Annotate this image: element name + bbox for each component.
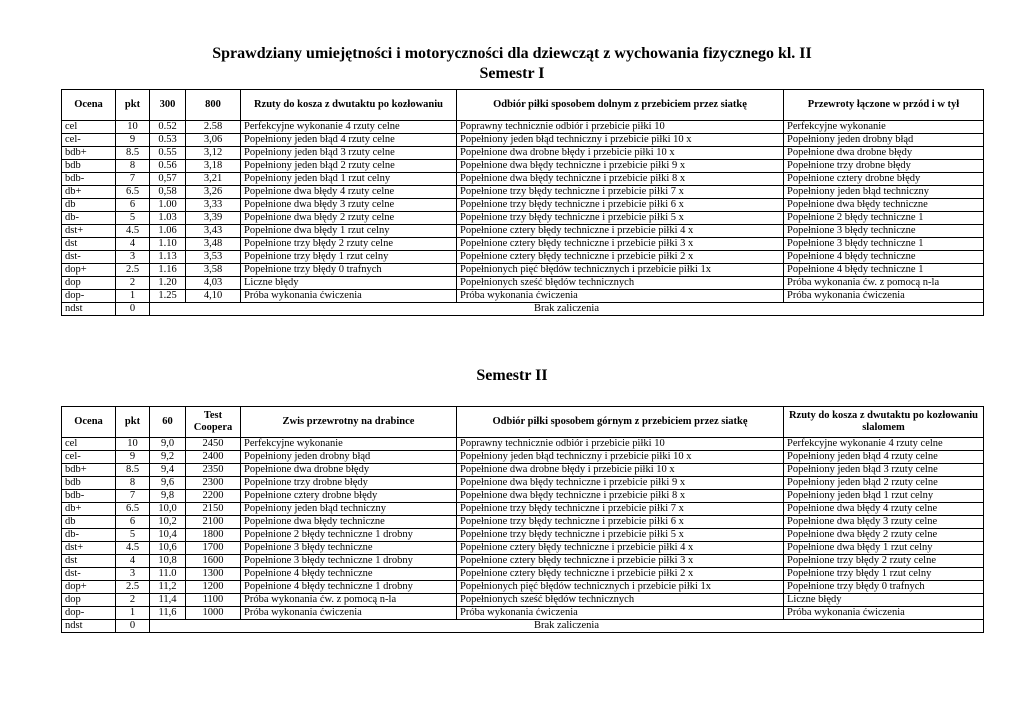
table-cell: Popełniony jeden błąd 4 rzuty celne: [241, 134, 457, 147]
table-cell: Popełniony jeden błąd 2 rzuty celne: [241, 160, 457, 173]
table-cell: Popełniony jeden błąd 1 rzut celny: [784, 490, 984, 503]
column-header: Test Coopera: [186, 407, 241, 438]
table-cell: 3,58: [186, 264, 241, 277]
table-cell: dop-: [62, 607, 116, 620]
table-cell: dop+: [62, 581, 116, 594]
column-header: Rzuty do kosza z dwutaktu po kozłowaniu: [241, 90, 457, 121]
table-cell: 6: [116, 199, 150, 212]
table-cell: 4.5: [116, 225, 150, 238]
table-cell: Próba wykonania ćwiczenia: [784, 607, 984, 620]
table-cell: Popełnione trzy błędy techniczne i przebicie piłki 5 x: [457, 212, 784, 225]
table-row: [62, 607, 984, 620]
table-cell: dst: [62, 238, 116, 251]
table-cell: 8: [116, 477, 150, 490]
table-cell: 1100: [186, 594, 241, 607]
table-cell: 1.03: [150, 212, 186, 225]
table-cell: bdb-: [62, 173, 116, 186]
semester-1-table: [61, 89, 984, 316]
column-header: 60: [150, 407, 186, 438]
table-cell: 6.5: [116, 186, 150, 199]
column-header: Przewroty łączone w przód i w tył: [784, 90, 984, 121]
table-cell: Popełnione 4 błędy techniczne: [784, 251, 984, 264]
table-row: [62, 277, 984, 290]
table-cell: dst-: [62, 568, 116, 581]
table-cell: 1800: [186, 529, 241, 542]
table-cell: Perfekcyjne wykonanie: [784, 121, 984, 134]
table-header-row: [62, 407, 984, 438]
table-cell: 1.20: [150, 277, 186, 290]
table-cell: 5: [116, 529, 150, 542]
table-cell: Popełnione 3 błędy techniczne 1: [784, 238, 984, 251]
table-row: [62, 173, 984, 186]
table-cell: Popełnione trzy błędy 0 trafnych: [241, 264, 457, 277]
table-cell: Popełniony jeden drobny błąd: [241, 451, 457, 464]
table-cell: 2.5: [116, 581, 150, 594]
table-cell: Popełnionych sześć błędów technicznych: [457, 277, 784, 290]
table-cell: 4,03: [186, 277, 241, 290]
table-row: [62, 225, 984, 238]
table-row: [62, 464, 984, 477]
table-row-fail: [62, 620, 984, 633]
table-cell: 9: [116, 134, 150, 147]
table-cell: 2450: [186, 438, 241, 451]
table-row: [62, 134, 984, 147]
table-cell: bdb+: [62, 147, 116, 160]
table-cell: 1.25: [150, 290, 186, 303]
table-row: [62, 516, 984, 529]
column-header: Odbiór piłki sposobem górnym z przebiciem przez siatkę: [457, 407, 784, 438]
table-cell: Popełnione dwa błędy 4 rzuty celne: [784, 503, 984, 516]
table-cell: Popełniony jeden błąd 2 rzuty celne: [784, 477, 984, 490]
table-cell: dst: [62, 555, 116, 568]
table-row: [62, 160, 984, 173]
table-cell: 0: [116, 303, 150, 316]
table-cell: 0.53: [150, 134, 186, 147]
table-cell: 1000: [186, 607, 241, 620]
table-cell: Popełnione trzy drobne błędy: [784, 160, 984, 173]
table-cell: Popełnione trzy błędy 1 rzut celny: [784, 568, 984, 581]
table-cell: 9,2: [150, 451, 186, 464]
table-cell: Popełniony jeden błąd techniczny i przebicie piłki 10 x: [457, 451, 784, 464]
table-cell: Popełniony jeden błąd techniczny: [784, 186, 984, 199]
table-row: [62, 503, 984, 516]
table-row: [62, 121, 984, 134]
table-cell: 8: [116, 160, 150, 173]
table-cell: Poprawny technicznie odbiór i przebicie piłki 10: [457, 121, 784, 134]
table-cell: 2: [116, 594, 150, 607]
column-header: Odbiór piłki sposobem dolnym z przebiciem przez siatkę: [457, 90, 784, 121]
table-cell: 7: [116, 173, 150, 186]
table-header-row: [62, 90, 984, 121]
table-cell: 3,53: [186, 251, 241, 264]
table-cell: Perfekcyjne wykonanie: [241, 438, 457, 451]
table-row: [62, 264, 984, 277]
table-cell: 10,4: [150, 529, 186, 542]
table-cell: Popełniony jeden błąd techniczny i przebicie piłki 10 x: [457, 134, 784, 147]
table-cell: bdb-: [62, 490, 116, 503]
table-cell: 3,39: [186, 212, 241, 225]
table-cell: Popełnione 2 błędy techniczne 1 drobny: [241, 529, 457, 542]
table-cell: Popełnione dwa błędy techniczne i przebicie piłki 8 x: [457, 490, 784, 503]
table-cell: Popełnione cztery drobne błędy: [784, 173, 984, 186]
table-cell: Popełnione dwa błędy 1 rzut celny: [784, 542, 984, 555]
table-cell: Próba wykonania ćwiczenia: [457, 290, 784, 303]
table-row: [62, 477, 984, 490]
table-cell: 9,0: [150, 438, 186, 451]
table-cell: Popełnione cztery błędy techniczne i przebicie piłki 2 x: [457, 251, 784, 264]
table-cell: Popełnione dwa błędy techniczne: [784, 199, 984, 212]
table-cell: 0: [116, 620, 150, 633]
table-row: [62, 147, 984, 160]
table-cell: 0,57: [150, 173, 186, 186]
table-cell: 3,06: [186, 134, 241, 147]
table-cell: Popełnionych pięć błędów technicznych i przebicie piłki 1x: [457, 581, 784, 594]
semester-2-table: [61, 406, 984, 633]
table-cell: 10,0: [150, 503, 186, 516]
table-row: [62, 186, 984, 199]
table-row: [62, 290, 984, 303]
table-cell: 4: [116, 238, 150, 251]
table-row: [62, 594, 984, 607]
table-cell: 9,8: [150, 490, 186, 503]
table-body: [62, 438, 984, 633]
table-cell: 11,2: [150, 581, 186, 594]
table-cell: dop: [62, 277, 116, 290]
table-cell: Popełnione trzy błędy techniczne i przebicie piłki 6 x: [457, 199, 784, 212]
table-cell: Popełnione dwa błędy techniczne: [241, 516, 457, 529]
column-header: pkt: [116, 90, 150, 121]
table-cell: Popełnione trzy błędy techniczne i przebicie piłki 5 x: [457, 529, 784, 542]
table-cell: 9: [116, 451, 150, 464]
table-cell: Popełniony jeden drobny błąd: [784, 134, 984, 147]
column-header: Zwis przewrotny na drabince: [241, 407, 457, 438]
table-cell: cel-: [62, 134, 116, 147]
table-cell: 3,21: [186, 173, 241, 186]
table-cell: Popełnione 4 błędy techniczne: [241, 568, 457, 581]
table-cell: 2400: [186, 451, 241, 464]
table-row: [62, 251, 984, 264]
table-cell: Popełnione cztery błędy techniczne i przebicie piłki 3 x: [457, 238, 784, 251]
fail-text: Brak zaliczenia: [150, 620, 984, 633]
table-cell: 11,6: [150, 607, 186, 620]
column-header: Rzuty do kosza z dwutaktu po kozłowaniu slalomem: [784, 407, 984, 438]
table-cell: Popełnione dwa drobne błędy: [241, 464, 457, 477]
table-cell: 7: [116, 490, 150, 503]
table-cell: 4.5: [116, 542, 150, 555]
table-cell: 2100: [186, 516, 241, 529]
table-cell: Poprawny technicznie odbiór i przebicie piłki 10: [457, 438, 784, 451]
table-cell: Popełnione dwa błędy 3 rzuty celne: [784, 516, 984, 529]
table-cell: dst+: [62, 542, 116, 555]
table-row: [62, 438, 984, 451]
table-cell: 1: [116, 607, 150, 620]
column-header: Ocena: [62, 90, 116, 121]
table-cell: ndst: [62, 303, 116, 316]
table-cell: 3: [116, 568, 150, 581]
table-cell: Popełniony jeden błąd 3 rzuty celne: [784, 464, 984, 477]
table-cell: Popełnione dwa drobne błędy i przebicie piłki 10 x: [457, 147, 784, 160]
semester-2-title: Semestr II: [476, 367, 548, 384]
table-cell: Perfekcyjne wykonanie 4 rzuty celne: [784, 438, 984, 451]
table-cell: Popełnione trzy błędy 2 rzuty celne: [784, 555, 984, 568]
table-cell: ndst: [62, 620, 116, 633]
table-cell: Popełnione dwa błędy 3 rzuty celne: [241, 199, 457, 212]
table-row: [62, 581, 984, 594]
table-cell: dst-: [62, 251, 116, 264]
table-cell: Popełniony jeden błąd techniczny: [241, 503, 457, 516]
table-cell: dop+: [62, 264, 116, 277]
table-cell: 11.0: [150, 568, 186, 581]
table-cell: 2350: [186, 464, 241, 477]
table-cell: Popełnione trzy błędy 2 rzuty celne: [241, 238, 457, 251]
table-cell: Popełnione trzy błędy 0 trafnych: [784, 581, 984, 594]
table-cell: 1200: [186, 581, 241, 594]
table-cell: Popełniony jeden błąd 1 rzut celny: [241, 173, 457, 186]
table-row: [62, 568, 984, 581]
table-cell: Popełniony jeden błąd 4 rzuty celne: [784, 451, 984, 464]
table-cell: bdb: [62, 160, 116, 173]
table-cell: 10,2: [150, 516, 186, 529]
table-cell: 2300: [186, 477, 241, 490]
table-cell: 1: [116, 290, 150, 303]
table-cell: 3: [116, 251, 150, 264]
table-cell: 10: [116, 438, 150, 451]
table-cell: Popełnione 3 błędy techniczne: [784, 225, 984, 238]
table-cell: Popełnione trzy błędy techniczne i przebicie piłki 6 x: [457, 516, 784, 529]
table-cell: dop-: [62, 290, 116, 303]
table-cell: 2200: [186, 490, 241, 503]
table-cell: 8.5: [116, 464, 150, 477]
table-row: [62, 542, 984, 555]
table-cell: Popełnione dwa błędy techniczne i przebicie piłki 9 x: [457, 160, 784, 173]
table-cell: cel-: [62, 451, 116, 464]
table-row: [62, 199, 984, 212]
table-cell: 1.16: [150, 264, 186, 277]
table-cell: 1300: [186, 568, 241, 581]
table-cell: Popełnione trzy błędy techniczne i przebicie piłki 7 x: [457, 503, 784, 516]
table-cell: 2.5: [116, 264, 150, 277]
table-cell: 9,6: [150, 477, 186, 490]
fail-text: Brak zaliczenia: [150, 303, 984, 316]
table-cell: Popełnione cztery błędy techniczne i przebicie piłki 4 x: [457, 542, 784, 555]
table-cell: Popełnione 3 błędy techniczne: [241, 542, 457, 555]
table-cell: Popełnione cztery błędy techniczne i przebicie piłki 3 x: [457, 555, 784, 568]
table-cell: Popełnionych pięć błędów technicznych i przebicie piłki 1x: [457, 264, 784, 277]
table-cell: Popełnione dwa błędy 1 rzut celny: [241, 225, 457, 238]
table-row: [62, 238, 984, 251]
table-cell: db+: [62, 186, 116, 199]
table-cell: 1.00: [150, 199, 186, 212]
table-cell: Próba wykonania ćwiczenia: [241, 290, 457, 303]
table-cell: Popełnione dwa błędy 2 rzuty celne: [784, 529, 984, 542]
table-cell: Popełnione 3 błędy techniczne 1 drobny: [241, 555, 457, 568]
table-cell: Popełnione dwa błędy 4 rzuty celne: [241, 186, 457, 199]
table-body: [62, 121, 984, 316]
table-cell: 4: [116, 555, 150, 568]
table-cell: 4,10: [186, 290, 241, 303]
table-cell: Popełnione dwa błędy 2 rzuty celne: [241, 212, 457, 225]
table-cell: 5: [116, 212, 150, 225]
table-cell: 9,4: [150, 464, 186, 477]
table-cell: Popełniony jeden błąd 3 rzuty celne: [241, 147, 457, 160]
table-cell: bdb: [62, 477, 116, 490]
table-row: [62, 490, 984, 503]
table-cell: Popełnione 4 błędy techniczne 1 drobny: [241, 581, 457, 594]
table-cell: Popełnione 2 błędy techniczne 1: [784, 212, 984, 225]
column-header: pkt: [116, 407, 150, 438]
table-cell: Popełnione dwa błędy techniczne i przebicie piłki 9 x: [457, 477, 784, 490]
table-cell: cel: [62, 121, 116, 134]
table-cell: 6.5: [116, 503, 150, 516]
column-header: 300: [150, 90, 186, 121]
table-cell: db: [62, 199, 116, 212]
table-row: [62, 451, 984, 464]
semester-1-title: Semestr I: [479, 65, 545, 82]
table-row-fail: [62, 303, 984, 316]
table-cell: dop: [62, 594, 116, 607]
table-cell: 1.06: [150, 225, 186, 238]
table-cell: 11,4: [150, 594, 186, 607]
table-row: [62, 555, 984, 568]
table-cell: Popełnione 4 błędy techniczne 1: [784, 264, 984, 277]
table-cell: 0.52: [150, 121, 186, 134]
column-header: 800: [186, 90, 241, 121]
table-cell: Popełnione trzy błędy 1 rzut celny: [241, 251, 457, 264]
table-cell: dst+: [62, 225, 116, 238]
table-cell: 2: [116, 277, 150, 290]
table-cell: cel: [62, 438, 116, 451]
table-cell: 1600: [186, 555, 241, 568]
table-cell: Próba wykonania ćwiczenia: [457, 607, 784, 620]
table-cell: Popełnione dwa błędy techniczne i przebicie piłki 8 x: [457, 173, 784, 186]
table-cell: Popełnione dwa drobne błędy i przebicie piłki 10 x: [457, 464, 784, 477]
table-cell: 0.56: [150, 160, 186, 173]
table-cell: 10,8: [150, 555, 186, 568]
table-cell: 10: [116, 121, 150, 134]
document-title: Sprawdziany umiejętności i motoryczności dla dziewcząt z wychowania fizycznego kl. II: [212, 45, 812, 62]
table-cell: 6: [116, 516, 150, 529]
table-cell: Popełnione dwa drobne błędy: [784, 147, 984, 160]
table-cell: 3,12: [186, 147, 241, 160]
table-cell: Popełnione trzy drobne błędy: [241, 477, 457, 490]
table-cell: Liczne błędy: [784, 594, 984, 607]
column-header: Ocena: [62, 407, 116, 438]
table-cell: 0,58: [150, 186, 186, 199]
table-cell: Popełnionych sześć błędów technicznych: [457, 594, 784, 607]
table-cell: Próba wykonania ćw. z pomocą n-la: [241, 594, 457, 607]
table-cell: bdb+: [62, 464, 116, 477]
table-cell: Popełnione cztery drobne błędy: [241, 490, 457, 503]
table-cell: 1700: [186, 542, 241, 555]
table-row: [62, 212, 984, 225]
table-cell: db+: [62, 503, 116, 516]
table-cell: Próba wykonania ćwiczenia: [784, 290, 984, 303]
table-cell: 3,48: [186, 238, 241, 251]
table-cell: Perfekcyjne wykonanie 4 rzuty celne: [241, 121, 457, 134]
table-cell: 3,26: [186, 186, 241, 199]
table-cell: 3,33: [186, 199, 241, 212]
table-cell: 3,18: [186, 160, 241, 173]
table-cell: 1.10: [150, 238, 186, 251]
table-cell: Liczne błędy: [241, 277, 457, 290]
table-cell: Popełnione cztery błędy techniczne i przebicie piłki 4 x: [457, 225, 784, 238]
table-cell: Próba wykonania ćwiczenia: [241, 607, 457, 620]
table-cell: 3,43: [186, 225, 241, 238]
table-cell: Popełnione cztery błędy techniczne i przebicie piłki 2 x: [457, 568, 784, 581]
table-cell: db-: [62, 529, 116, 542]
table-cell: Próba wykonania ćw. z pomocą n-la: [784, 277, 984, 290]
table-cell: 1.13: [150, 251, 186, 264]
table-row: [62, 529, 984, 542]
table-cell: 8.5: [116, 147, 150, 160]
table-cell: 2150: [186, 503, 241, 516]
table-cell: db: [62, 516, 116, 529]
table-cell: Popełnione trzy błędy techniczne i przebicie piłki 7 x: [457, 186, 784, 199]
table-cell: 0.55: [150, 147, 186, 160]
table-cell: 2.58: [186, 121, 241, 134]
table-cell: 10,6: [150, 542, 186, 555]
table-cell: db-: [62, 212, 116, 225]
